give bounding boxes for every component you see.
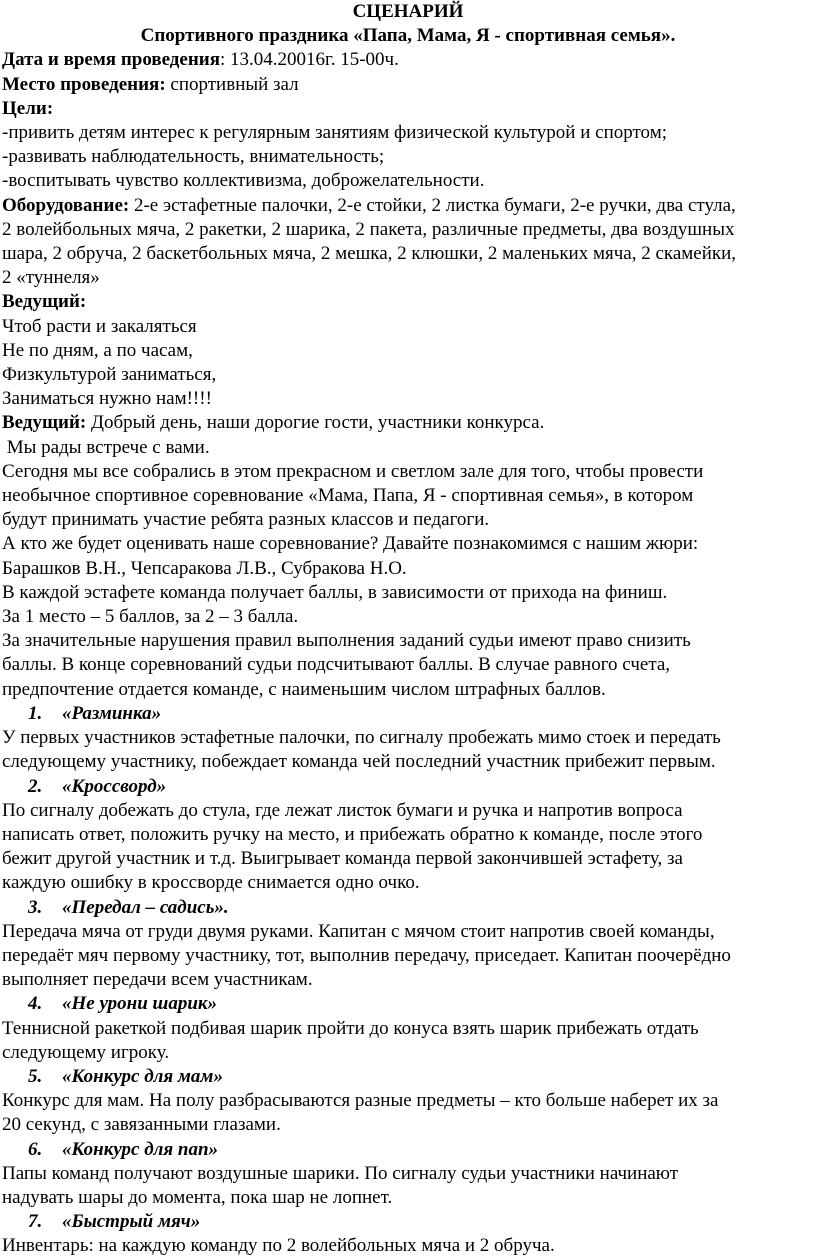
intro-line: За 1 место – 5 баллов, за 2 – 3 балла. <box>2 606 299 628</box>
intro-line: будут принимать участие ребята разных классов и педагоги. <box>2 509 490 531</box>
poem-line: Чтоб расти и закаляться <box>2 315 197 337</box>
poem-line: Не по дням, а по часам, <box>2 339 193 361</box>
intro-line: необычное спортивное соревнование «Мама, Папа, Я - спортивная семья», в котором <box>2 485 694 507</box>
host-label: Ведущий: <box>2 412 87 434</box>
contest-text: Инвентарь: на каждую команду по 2 волейбольных мяча и 2 обруча. <box>2 1235 555 1257</box>
contest-title: «Кроссворд» <box>62 775 167 797</box>
equipment-text: 2-е эстафетные палочки, 2-е стойки, 2 листка бумаги, 2-е ручки, два стула, <box>129 194 736 216</box>
intro-line: предпочтение отдается команде, с наименьшим числом штрафных баллов. <box>2 678 606 700</box>
contest-heading-3 <box>2 896 814 920</box>
contest-text: надувать шары до момента, пока шар не лопнет. <box>2 1186 393 1208</box>
contest-text: написать ответ, положить ручку на место, и прибежать обратно к команде, после этого <box>2 823 703 845</box>
contest-title: «Передал – садись». <box>62 896 229 918</box>
contest-heading-7 <box>2 1210 814 1234</box>
contest-text: У первых участников эстафетные палочки, по сигналу пробежать мимо стоек и передать <box>2 727 721 749</box>
contest-title: «Быстрый мяч» <box>62 1211 201 1233</box>
contest-title: «Конкурс для мам» <box>62 1065 223 1087</box>
intro-line: За значительные нарушения правил выполнения заданий судьи имеют право снизить <box>2 630 691 652</box>
contest-heading-2 <box>2 775 814 799</box>
document-title: СЦЕНАРИЙ <box>352 1 464 22</box>
date-value: : 13.04.20016г. 15-00ч. <box>220 49 399 71</box>
contest-text: следующему участнику, побеждает команда чей последний участник прибежит первым. <box>2 751 716 773</box>
intro-line: Мы рады встрече с вами. <box>2 436 210 458</box>
place-line <box>2 73 814 97</box>
contest-text: По сигналу добежать до стула, где лежат листок бумаги и ручка и напротив вопроса <box>2 799 683 821</box>
equipment-text: 2 волейбольных мяча, 2 ракетки, 2 шарика, 2 пакета, различные предметы, два воздушных <box>2 218 735 240</box>
contest-heading-1 <box>2 702 814 726</box>
contest-number: 2. <box>28 775 43 797</box>
intro-line: Барашков В.Н., Чепсаракова Л.В., Субракова Н.О. <box>2 557 407 579</box>
host-greeting <box>2 411 814 435</box>
contest-text: Передача мяча от груди двумя руками. Капитан с мячом стоит напротив своей команды, <box>2 920 715 942</box>
contest-number: 4. <box>28 993 43 1015</box>
contest-text: выполняет передачи всем участникам. <box>2 969 313 991</box>
contest-title: «Не урони шарик» <box>62 993 218 1015</box>
equipment-text: 2 «туннеля» <box>2 267 100 289</box>
place-value: спортивный зал <box>165 73 299 95</box>
contest-title: «Конкурс для пап» <box>62 1138 219 1160</box>
date-label: Дата и время проведения <box>2 49 221 71</box>
date-line <box>2 48 814 72</box>
host-greeting-text: Добрый день, наши дорогие гости, участники конкурса. <box>86 412 545 434</box>
poem-line: Физкультурой заниматься, <box>2 364 217 386</box>
place-label: Место проведения: <box>2 73 166 95</box>
equipment-label: Оборудование: <box>2 194 130 216</box>
contest-text: Теннисной ракеткой подбивая шарик пройти до конуса взять шарик прибежать отдать <box>2 1017 699 1039</box>
contest-heading-6 <box>2 1138 814 1162</box>
contest-number: 1. <box>28 702 43 724</box>
contest-number: 5. <box>28 1065 43 1087</box>
contest-text: Конкурс для мам. На полу разбрасываются разные предметы – кто больше наберет их за <box>2 1090 719 1112</box>
intro-line: Сегодня мы все собрались в этом прекрасном и светлом зале для того, чтобы провести <box>2 460 704 482</box>
contest-heading-5 <box>2 1065 814 1089</box>
contest-heading-4 <box>2 992 814 1016</box>
contest-number: 6. <box>28 1138 43 1160</box>
goal-item: -развивать наблюдательность, внимательность; <box>2 146 385 168</box>
host-label: Ведущий: <box>2 291 87 313</box>
goal-item: -воспитывать чувство коллективизма, доброжелательности. <box>2 170 485 192</box>
document-subtitle: Спортивного праздника «Папа, Мама, Я - спортивная семья». <box>140 25 676 47</box>
contest-text: передаёт мяч первому участнику, тот, выполнив передачу, приседает. Капитан поочерёдно <box>2 944 731 966</box>
intro-line: баллы. В конце соревнований судьи подсчитывают баллы. В случае равного счета, <box>2 654 671 676</box>
poem-line: Заниматься нужно нам!!!! <box>2 388 212 410</box>
equipment-line <box>2 194 814 218</box>
contest-text: Папы команд получают воздушные шарики. По сигналу судьи участники начинают <box>2 1162 679 1184</box>
equipment-text: шара, 2 обруча, 2 баскетбольных мяча, 2 мешка, 2 клюшки, 2 маленьких мяча, 2 скамейки, <box>2 243 737 265</box>
goals-label: Цели: <box>2 97 54 119</box>
contest-text: каждую ошибку в кроссворде снимается одно очко. <box>2 872 420 894</box>
contest-title: «Разминка» <box>62 702 162 724</box>
intro-line: А кто же будет оценивать наше соревнование? Давайте познакомимся с нашим жюри: <box>2 533 699 555</box>
contest-text: следующему игроку. <box>2 1041 170 1063</box>
intro-line: В каждой эстафете команда получает баллы, в зависимости от прихода на финиш. <box>2 581 668 603</box>
contest-number: 3. <box>28 896 43 918</box>
contest-number: 7. <box>28 1211 43 1233</box>
contest-text: 20 секунд, с завязанными глазами. <box>2 1114 281 1136</box>
contest-text: бежит другой участник и т.д. Выигрывает команда первой закончившей эстафету, за <box>2 848 683 870</box>
goal-item: -привить детям интерес к регулярным занятиям физической культурой и спортом; <box>2 122 667 144</box>
